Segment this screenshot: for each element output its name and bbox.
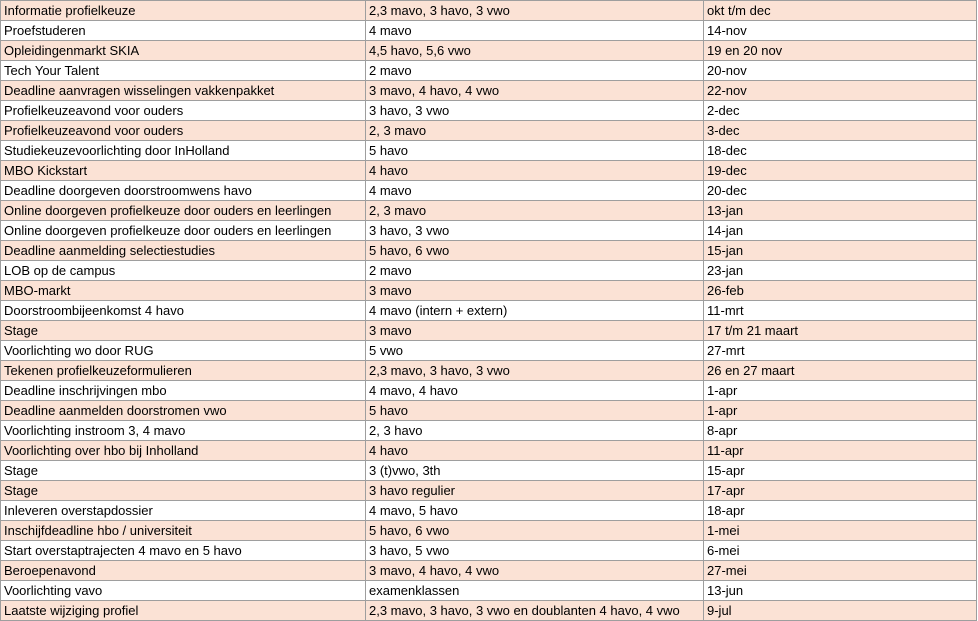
table-row [1,421,977,441]
group-cell[interactable]: 3 havo, 5 vwo [366,541,704,561]
table-row [1,181,977,201]
group-cell[interactable]: 2,3 mavo, 3 havo, 3 vwo [366,1,704,21]
activity-cell[interactable]: Inleveren overstapdossier [1,501,366,521]
table-row [1,441,977,461]
group-cell[interactable]: 5 havo, 6 vwo [366,521,704,541]
date-cell[interactable]: 26 en 27 maart [704,361,977,381]
date-cell[interactable]: 3-dec [704,121,977,141]
date-cell[interactable]: 13-jun [704,581,977,601]
group-cell[interactable]: 5 havo, 6 vwo [366,241,704,261]
table-row [1,81,977,101]
table-row [1,321,977,341]
date-cell[interactable]: 9-jul [704,601,977,621]
activity-cell[interactable]: Opleidingenmarkt SKIA [1,41,366,61]
table-row [1,261,977,281]
activity-cell[interactable]: Proefstuderen [1,21,366,41]
activity-cell[interactable]: Stage [1,321,366,341]
schedule-table-body [1,1,977,621]
date-cell[interactable]: 27-mrt [704,341,977,361]
table-row [1,61,977,81]
group-cell[interactable]: 3 mavo, 4 havo, 4 vwo [366,561,704,581]
table-row [1,1,977,21]
table-row [1,201,977,221]
activity-cell[interactable]: Tekenen profielkeuzeformulieren [1,361,366,381]
activity-cell[interactable]: Deadline aanmelding selectiestudies [1,241,366,261]
date-cell[interactable]: 15-jan [704,241,977,261]
date-cell[interactable]: 1-mei [704,521,977,541]
table-row [1,221,977,241]
date-cell[interactable]: 11-mrt [704,301,977,321]
group-cell[interactable]: 3 havo, 3 vwo [366,101,704,121]
group-cell[interactable]: 2 mavo [366,261,704,281]
activity-cell[interactable]: Deadline aanmelden doorstromen vwo [1,401,366,421]
group-cell[interactable]: 4 mavo [366,21,704,41]
group-cell[interactable]: 3 havo, 3 vwo [366,221,704,241]
activity-cell[interactable]: Voorlichting vavo [1,581,366,601]
group-cell[interactable]: 5 havo [366,141,704,161]
date-cell[interactable]: 17 t/m 21 maart [704,321,977,341]
date-cell[interactable]: 26-feb [704,281,977,301]
date-cell[interactable]: 1-apr [704,381,977,401]
activity-cell[interactable]: Online doorgeven profielkeuze door ouders en leerlingen [1,221,366,241]
group-cell[interactable]: 4,5 havo, 5,6 vwo [366,41,704,61]
date-cell[interactable]: 20-dec [704,181,977,201]
date-cell[interactable]: 19 en 20 nov [704,41,977,61]
group-cell[interactable]: 4 havo [366,161,704,181]
date-cell[interactable]: 6-mei [704,541,977,561]
group-cell[interactable]: 2 mavo [366,61,704,81]
activity-cell[interactable]: Studiekeuzevoorlichting door InHolland [1,141,366,161]
activity-cell[interactable]: Voorlichting instroom 3, 4 mavo [1,421,366,441]
date-cell[interactable]: 18-dec [704,141,977,161]
table-row [1,581,977,601]
table-row [1,41,977,61]
activity-cell[interactable]: Profielkeuzeavond voor ouders [1,101,366,121]
table-row [1,601,977,621]
group-cell[interactable]: 4 mavo, 5 havo [366,501,704,521]
group-cell[interactable]: 5 vwo [366,341,704,361]
date-cell[interactable]: 23-jan [704,261,977,281]
date-cell[interactable]: 2-dec [704,101,977,121]
date-cell[interactable]: 14-nov [704,21,977,41]
table-row [1,541,977,561]
date-cell[interactable]: 11-apr [704,441,977,461]
date-cell[interactable]: 8-apr [704,421,977,441]
activity-cell[interactable]: Deadline inschrijvingen mbo [1,381,366,401]
activity-cell[interactable]: MBO-markt [1,281,366,301]
activity-cell[interactable]: Stage [1,481,366,501]
table-row [1,141,977,161]
date-cell[interactable]: 14-jan [704,221,977,241]
table-row [1,281,977,301]
date-cell[interactable]: 27-mei [704,561,977,581]
table-row [1,21,977,41]
table-row [1,401,977,421]
activity-cell[interactable]: Deadline doorgeven doorstroomwens havo [1,181,366,201]
group-cell[interactable]: 2, 3 havo [366,421,704,441]
activity-cell[interactable]: Voorlichting over hbo bij Inholland [1,441,366,461]
group-cell[interactable]: 4 havo [366,441,704,461]
activity-cell[interactable]: Beroepenavond [1,561,366,581]
date-cell[interactable]: okt t/m dec [704,1,977,21]
table-row [1,301,977,321]
date-cell[interactable]: 13-jan [704,201,977,221]
group-cell[interactable]: 2,3 mavo, 3 havo, 3 vwo en doublanten 4 havo, 4 vwo [366,601,704,621]
table-row [1,481,977,501]
group-cell[interactable]: 2, 3 mavo [366,201,704,221]
activity-cell[interactable]: Voorlichting wo door RUG [1,341,366,361]
group-cell[interactable]: 4 mavo [366,181,704,201]
group-cell[interactable]: 3 havo regulier [366,481,704,501]
group-cell[interactable]: 3 mavo [366,281,704,301]
table-row [1,381,977,401]
date-cell[interactable]: 22-nov [704,81,977,101]
activity-cell[interactable]: Informatie profielkeuze [1,1,366,21]
activity-cell[interactable]: Start overstaptrajecten 4 mavo en 5 havo [1,541,366,561]
table-row [1,341,977,361]
table-row [1,241,977,261]
table-row [1,361,977,381]
group-cell[interactable]: 2, 3 mavo [366,121,704,141]
date-cell[interactable]: 20-nov [704,61,977,81]
group-cell[interactable]: 3 (t)vwo, 3th [366,461,704,481]
group-cell[interactable]: 2,3 mavo, 3 havo, 3 vwo [366,361,704,381]
date-cell[interactable]: 15-apr [704,461,977,481]
table-row [1,161,977,181]
table-row [1,561,977,581]
activity-cell[interactable]: Online doorgeven profielkeuze door ouders en leerlingen [1,201,366,221]
group-cell[interactable]: 3 mavo [366,321,704,341]
table-row [1,461,977,481]
table-row [1,101,977,121]
activity-cell[interactable]: Tech Your Talent [1,61,366,81]
date-cell[interactable]: 17-apr [704,481,977,501]
activity-cell[interactable]: Deadline aanvragen wisselingen vakkenpakket [1,81,366,101]
date-cell[interactable]: 1-apr [704,401,977,421]
activity-cell[interactable]: Laatste wijziging profiel [1,601,366,621]
table-row [1,121,977,141]
table-row [1,501,977,521]
activity-cell[interactable]: Stage [1,461,366,481]
group-cell[interactable]: 5 havo [366,401,704,421]
group-cell[interactable]: 4 mavo (intern + extern) [366,301,704,321]
group-cell[interactable]: 4 mavo, 4 havo [366,381,704,401]
activity-cell[interactable]: LOB op de campus [1,261,366,281]
activity-cell[interactable]: Profielkeuzeavond voor ouders [1,121,366,141]
activity-cell[interactable]: MBO Kickstart [1,161,366,181]
date-cell[interactable]: 19-dec [704,161,977,181]
activity-cell[interactable]: Inschijfdeadline hbo / universiteit [1,521,366,541]
table-row [1,521,977,541]
activity-cell[interactable]: Doorstroombijeenkomst 4 havo [1,301,366,321]
group-cell[interactable]: 3 mavo, 4 havo, 4 vwo [366,81,704,101]
date-cell[interactable]: 18-apr [704,501,977,521]
group-cell[interactable]: examenklassen [366,581,704,601]
